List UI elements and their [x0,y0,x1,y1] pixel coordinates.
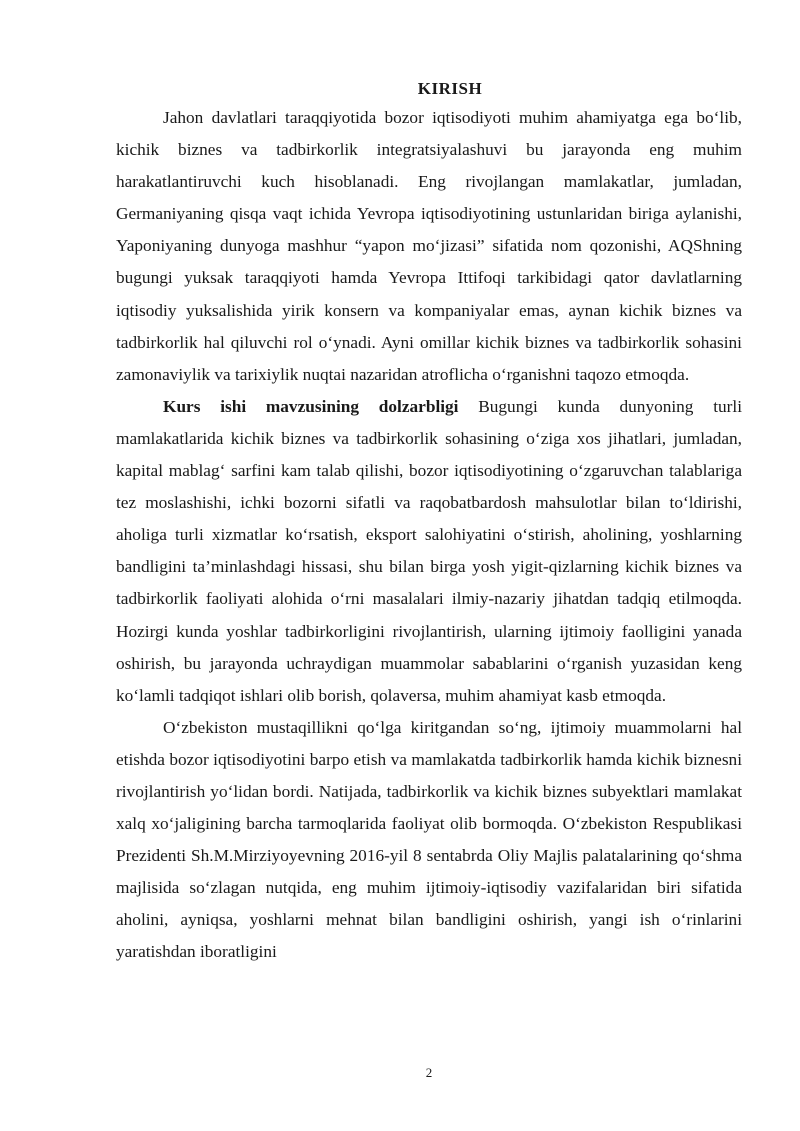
paragraph-relevance [116,391,742,712]
paragraph-lead-bold: Kurs ishi mavzusining dolzarbligi [163,396,459,416]
paragraph-text: Bugungi kunda dunyoning turli mamlakatlarida kichik biznes va tadbirkorlik sohasining o‘ziga xos jihatlari, jumladan, kapital mablag‘ sarfini kam talab qilishi, bozor iqtisodiyotining o‘zgaruvchan talablariga tez moslashishi, ichki bozorni sifatli va raqobatbardosh mahsulotlar bilan to‘ldirishi, aholiga turli xizmatlar ko‘rsatish, eksport salohiyatini o‘stirish, aholining, yoshlarning bandligini ta’minlashdagi hissasi, shu bilan birga yosh yigit-qizlarning kichik biznes va tadbirkorlik faoliyati alohida o‘rni masalalari ilmiy-nazariy jihatdan tadqiq etilmoqda. Hozirgi kunda yoshlar tadbirkorligini rivojlantirish, ularning ijtimoiy faolligini yanada oshirish, bu jarayonda uchraydigan muammolar sabablarini o‘rganish yuzasidan keng ko‘lamli tadqiqot ishlari olib borish, qolaversa, muhim ahamiyat kasb etmoqda. [116,396,743,705]
paragraph-uzbekistan [116,712,742,969]
paragraph-text: Jahon davlatlari taraqqiyotida bozor iqtisodiyoti muhim ahamiyatga ega bo‘lib, kichik biznes va tadbirkorlik integratsiyalashuvi bu jarayonda eng muhim harakatlantiruvchi kuch hisoblanadi. Eng rivojlangan mamlakatlar, jumladan, Germaniyaning qisqa vaqt ichida Yevropa iqtisodiyotining ustunlaridan biriga aylanishi, Yaponiyaning dunyoga mashhur “yapon mo‘jizasi” sifatida nom qozonishi, AQShning bugungi yuksak taraqqiyoti hamda Yevropa Ittifoqi tarkibidagi qator davlatlarning iqtisodiy yuksalishida yirik konsern va kompaniyalar emas, aynan kichik biznes va tadbirkorlik hal qiluvchi rol o‘ynadi. Ayni omillar kichik biznes va tadbirkorlik sohasini zamonaviylik va tarixiylik nuqtai nazaridan atroflicha o‘rganishni taqozo etmoqda. [116,108,742,384]
paragraph-text: O‘zbekiston mustaqillikni qo‘lga kiritgandan so‘ng, ijtimoiy muammolarni hal etishda bozor iqtisodiyotini barpo etish va mamlakatda tadbirkorlik hamda kichik biznesni rivojlantirish yo‘lidan bordi. Natijada, tadbirkorlik va kichik biznes subyektlari mamlakat xalq xo‘jaligining barcha tarmoqlarida faoliyat olib bormoqda. O‘zbekiston Respublikasi Prezidenti Sh.M.Mirziyoyevning 2016-yil 8 sentabrda Oliy Majlis palatalarining qo‘shma majlisida so‘zlagan nutqida, eng muhim ijtimoiy-iqtisodiy vazifalaridan biri sifatida aholini, ayniqsa, yoshlarni mehnat bilan bandligini oshirish, yangi ish o‘rinlarini yaratishdan iboratligini [116,717,742,962]
page-number: 2 [425,1065,433,1080]
document-body [116,102,742,969]
paragraph-intro [116,102,742,391]
section-heading: KIRISH [417,79,483,98]
